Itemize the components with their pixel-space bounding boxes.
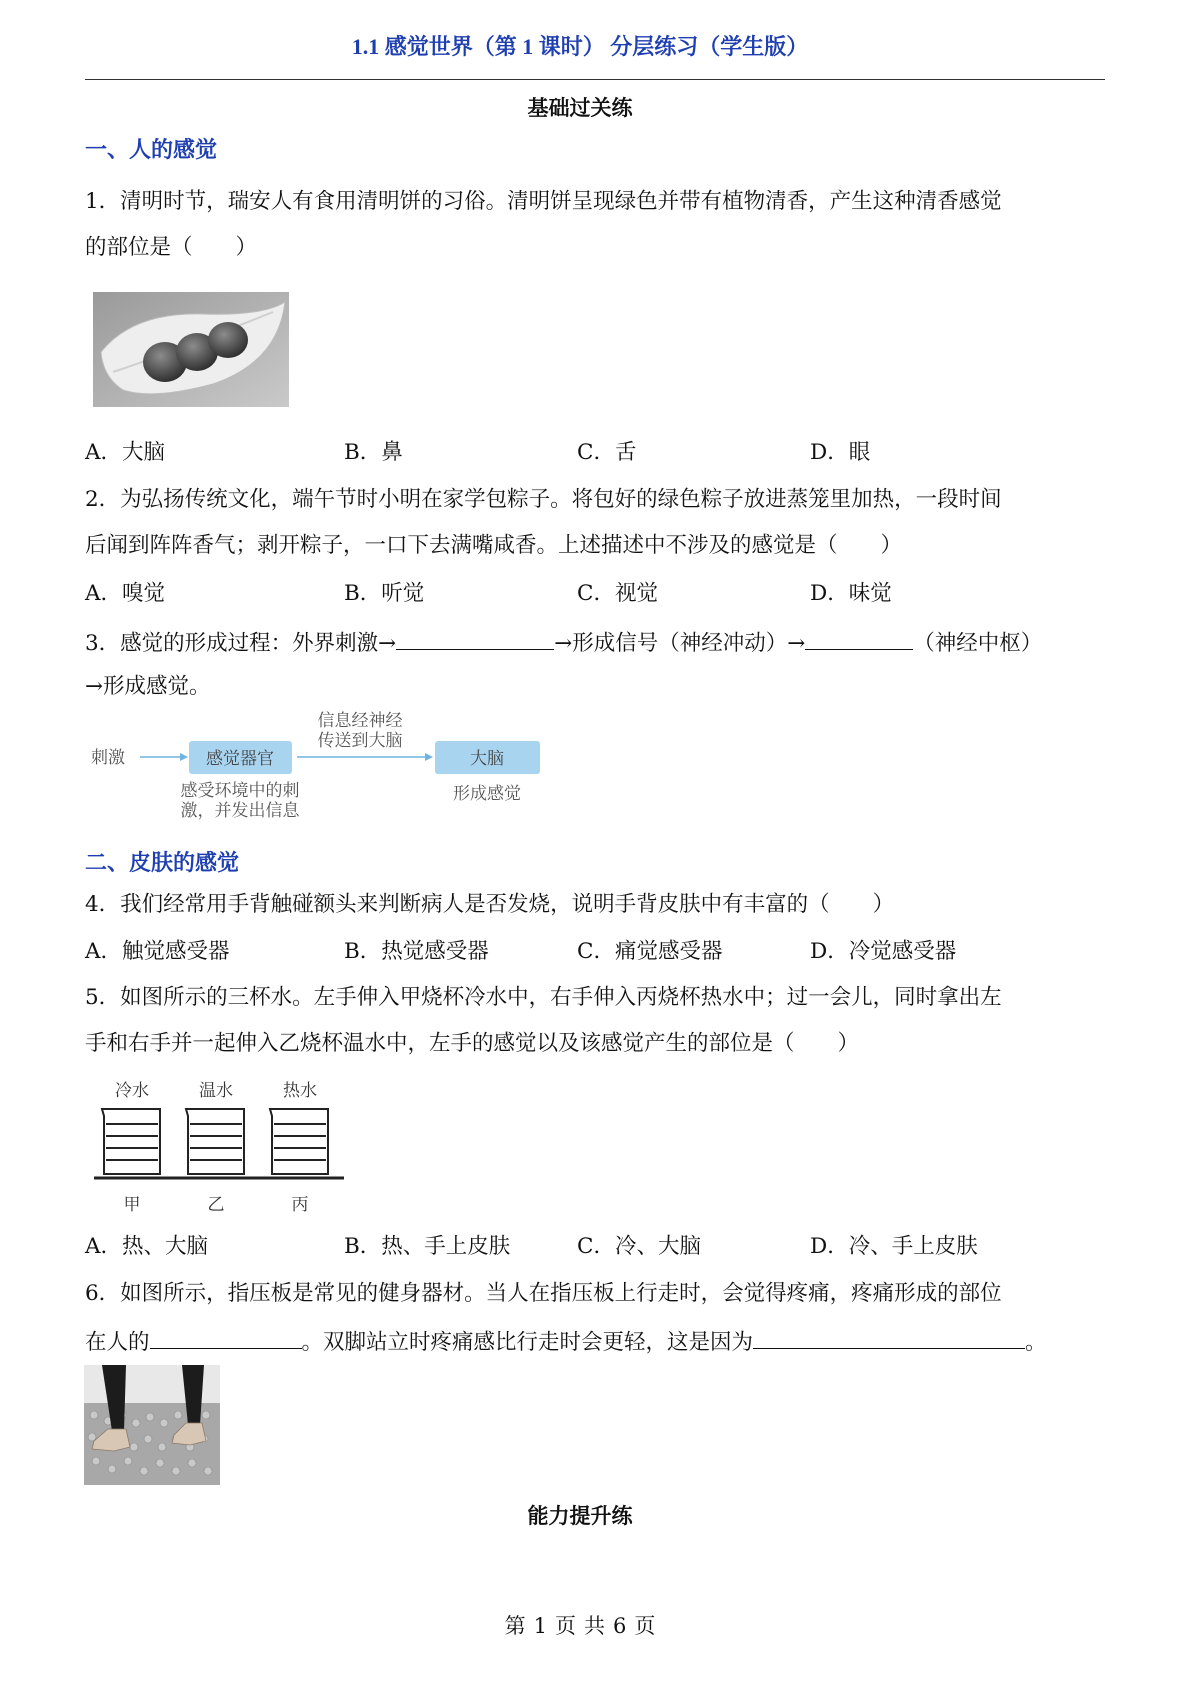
q1-option-d[interactable]: D．眼 — [810, 440, 871, 465]
q1-text-line2: 的部位是（ ） — [85, 235, 258, 260]
section-basic-title: 基础过关练 — [527, 95, 633, 120]
diagram-nerve-label-1: 信息经神经 — [317, 711, 403, 731]
beaker-bing-label: 丙 — [291, 1195, 309, 1215]
q6-text-part1: 在人的 — [85, 1330, 150, 1355]
beaker-jia-label: 甲 — [123, 1195, 141, 1215]
q2-option-c[interactable]: C．视觉 — [577, 581, 658, 606]
beaker-hot-label: 热水 — [283, 1081, 317, 1101]
diagram-organ-label: 感觉器官 — [206, 749, 274, 769]
diagram-brain-label: 大脑 — [470, 749, 504, 769]
three-beakers-figure — [92, 1074, 352, 1220]
q5-text-line1: 5．如图所示的三杯水。左手伸入甲烧杯冷水中，右手伸入丙烧杯热水中；过一会儿，同时拿出左 — [85, 985, 1002, 1010]
q3-text-part1: 3．感觉的形成过程：外界刺激→ — [85, 631, 397, 656]
q4-option-c[interactable]: C．痛觉感受器 — [577, 939, 723, 964]
q3-blank-2[interactable] — [805, 627, 913, 650]
q6-blank-2[interactable] — [753, 1326, 1025, 1349]
qingming-cake-photo — [93, 292, 289, 407]
beaker-cold-label: 冷水 — [115, 1081, 149, 1101]
q2-text-line1: 2．为弘扬传统文化，端午节时小明在家学包粽子。将包好的绿色粽子放进蒸笼里加热，一段时间 — [85, 487, 1002, 512]
footer-ye: 页 — [555, 1614, 576, 1638]
part1-title: 一、人的感觉 — [85, 137, 218, 163]
footer-total-pages: 6 — [613, 1614, 627, 1638]
footer-page-number: 1 — [533, 1614, 547, 1638]
section-advanced-title: 能力提升练 — [527, 1503, 633, 1528]
beaker-hot — [270, 1081, 328, 1215]
footer-ye2: 页 — [634, 1614, 656, 1638]
acupressure-mat-photo — [84, 1365, 220, 1485]
q2-option-b[interactable]: B．听觉 — [344, 581, 425, 606]
sensation-flow-diagram — [85, 706, 555, 828]
header-rule — [85, 79, 1105, 80]
q6-text-part2: 。双脚站立时疼痛感比行走时会更轻，这是因为 — [301, 1330, 754, 1355]
footer-gong: 共 — [584, 1614, 605, 1638]
q3-text-part3: （神经中枢） — [913, 631, 1043, 656]
footer-di: 第 — [504, 1614, 526, 1638]
q6-text-line2 — [85, 1326, 1110, 1357]
q2-option-a[interactable]: A．嗅觉 — [85, 581, 166, 606]
q1-option-a[interactable]: A．大脑 — [85, 440, 166, 465]
diagram-arrowhead-1 — [180, 753, 188, 761]
q6-text-part3: 。 — [1025, 1330, 1047, 1355]
beaker-warm-label: 温水 — [199, 1081, 233, 1101]
q4-option-d[interactable]: D．冷觉感受器 — [810, 939, 957, 964]
diagram-stimulus-label: 刺激 — [91, 748, 125, 768]
q5-option-c[interactable]: C．冷、大脑 — [577, 1234, 701, 1259]
diagram-note-2: 激，并发出信息 — [180, 801, 300, 821]
part2-title: 二、皮肤的感觉 — [85, 850, 240, 876]
q5-option-a[interactable]: A．热、大脑 — [85, 1234, 209, 1259]
q4-option-a[interactable]: A．触觉感受器 — [85, 939, 230, 964]
q6-text-line1: 6．如图所示，指压板是常见的健身器材。当人在指压板上行走时，会觉得疼痛，疼痛形成的部位 — [85, 1281, 1002, 1306]
diagram-arrowhead-2 — [425, 753, 433, 761]
q5-text-line2: 手和右手并一起伸入乙烧杯温水中，左手的感觉以及该感觉产生的部位是（ ） — [85, 1031, 860, 1056]
beaker-warm — [186, 1081, 244, 1215]
diagram-note-1: 感受环境中的刺 — [180, 781, 300, 801]
q2-option-d[interactable]: D．味觉 — [810, 581, 892, 606]
q2-text-line2: 后闻到阵阵香气；剥开粽子，一口下去满嘴咸香。上述描述中不涉及的感觉是（ ） — [85, 533, 903, 558]
q4-option-b[interactable]: B．热觉感受器 — [344, 939, 489, 964]
q6-blank-1[interactable] — [150, 1326, 302, 1349]
diagram-nerve-label-2: 传送到大脑 — [317, 731, 403, 751]
diagram-form-label: 形成感觉 — [453, 784, 521, 804]
page-footer — [0, 1610, 1160, 1640]
document-title: 1.1 感觉世界（第 1 课时） 分层练习（学生版） — [351, 34, 809, 59]
q3-text-line1 — [85, 627, 1110, 658]
beaker-yi-label: 乙 — [207, 1195, 225, 1215]
q5-option-b[interactable]: B．热、手上皮肤 — [344, 1234, 511, 1259]
q4-text-line1: 4．我们经常用手背触碰额头来判断病人是否发烧，说明手背皮肤中有丰富的（ ） — [85, 892, 895, 917]
q5-option-d[interactable]: D．冷、手上皮肤 — [810, 1234, 978, 1259]
q3-blank-1[interactable] — [396, 627, 554, 650]
q1-option-c[interactable]: C．舌 — [577, 440, 637, 465]
q3-text-line2: →形成感觉。 — [85, 674, 211, 699]
q3-text-part2: →形成信号（神经冲动）→ — [554, 631, 806, 656]
q1-option-b[interactable]: B．鼻 — [344, 440, 403, 465]
beaker-cold — [102, 1081, 160, 1215]
q1-text-line1: 1．清明时节，瑞安人有食用清明饼的习俗。清明饼呈现绿色并带有植物清香，产生这种清香感觉 — [85, 189, 1002, 214]
